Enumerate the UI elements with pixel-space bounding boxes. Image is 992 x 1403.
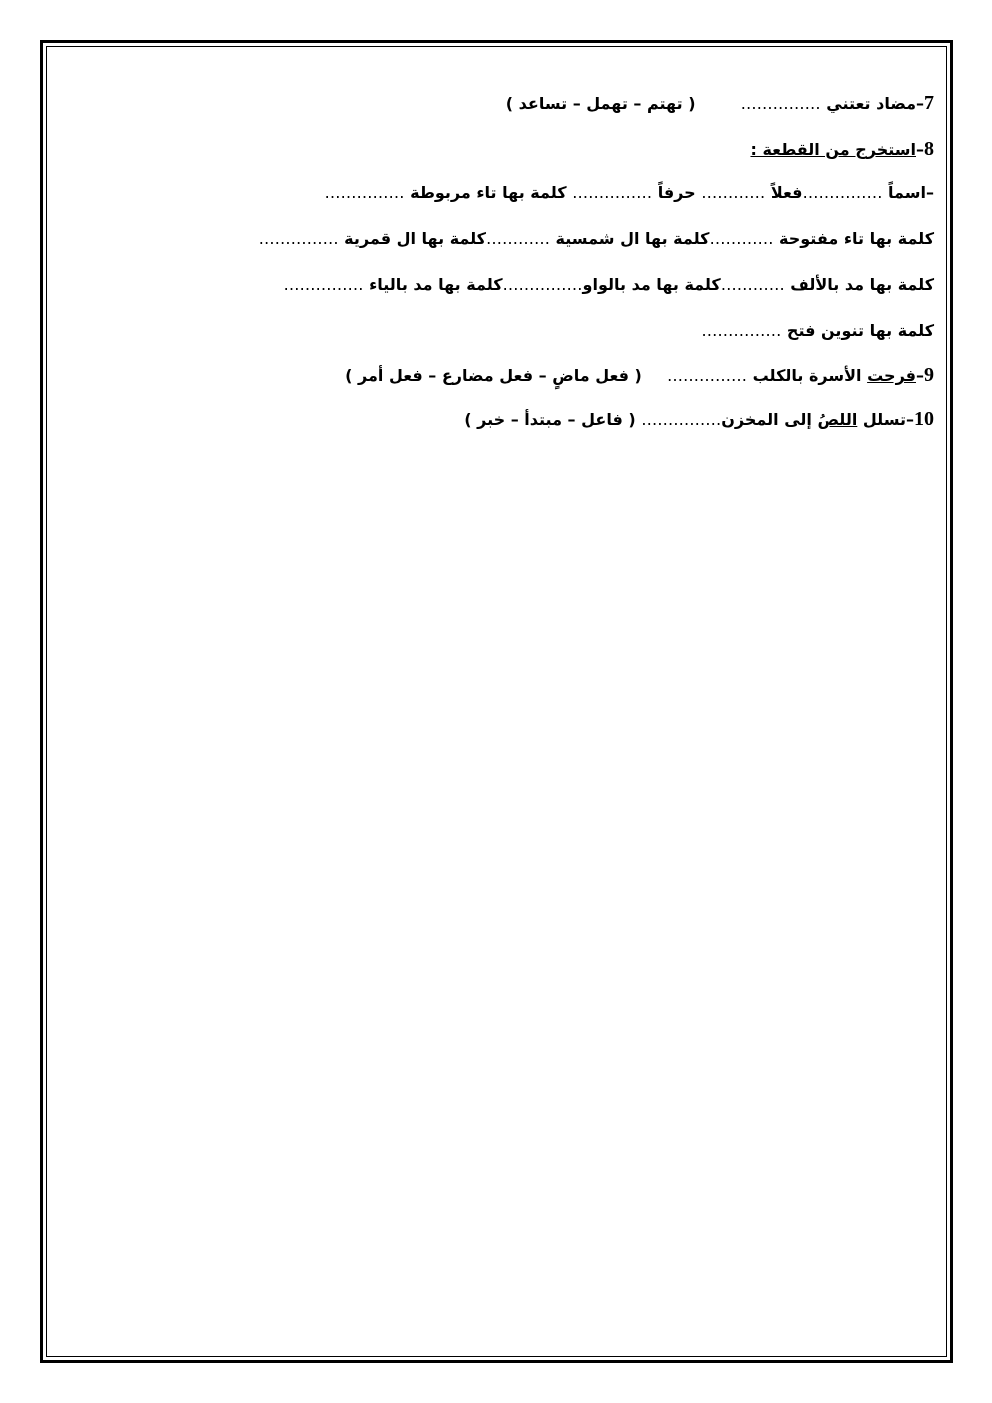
item-label: كلمة بها ال شمسية	[555, 229, 710, 248]
question-10: 10–تسلل اللصُ إلى المخزن…………… ( فاعل – مبتدأ – خبر )	[464, 408, 934, 430]
answer-blank: ……………	[324, 183, 405, 202]
question-text: إلى المخزن	[721, 410, 812, 429]
answer-blank: …………	[720, 275, 785, 294]
answer-blank: ……………	[283, 275, 364, 294]
item-label: كلمة بها تنوين فتح	[786, 321, 934, 340]
question-text: استخرج من القطعة :	[750, 140, 916, 159]
question-number: 9	[924, 364, 934, 386]
answer-blank: …………	[709, 229, 774, 248]
question-8-row-1: –اسماً ……………فعلاً ………… حرفاً …………… كلمة بها تاء مربوطة ……………	[324, 183, 934, 202]
question-number: 7	[924, 92, 934, 114]
item-label: كلمة بها تاء مفتوحة	[779, 229, 934, 248]
question-text: الأسرة بالكلب	[752, 366, 862, 385]
answer-blank: ……………	[802, 183, 883, 202]
item-label: كلمة بها مد بالياء	[369, 275, 503, 294]
underlined-word: اللصُ	[817, 410, 858, 429]
item-label: اسماً	[888, 183, 926, 202]
answer-blank: ……………	[502, 275, 583, 294]
underlined-word: فرحت	[867, 366, 916, 385]
item-label: كلمة بها مد بالواو	[582, 275, 721, 294]
answer-blank: ……………	[641, 410, 722, 429]
question-8-title: 8–استخرج من القطعة :	[750, 138, 934, 160]
answer-blank: ……………	[701, 321, 782, 340]
question-8-row-2	[259, 228, 934, 250]
item-label: كلمة بها تاء مربوطة	[410, 183, 567, 202]
question-8-row-4	[701, 320, 934, 342]
answer-blank: ……………	[572, 183, 653, 202]
answer-blank: ……………	[667, 366, 748, 385]
item-label: كلمة بها مد بالألف	[790, 275, 934, 294]
answer-blank: ……………	[740, 94, 821, 113]
question-text: مضاد تعتني	[826, 94, 916, 113]
answer-choices: ( تهتم – تهمل – تساعد )	[505, 94, 696, 113]
item-label: كلمة بها ال قمرية	[344, 229, 486, 248]
answer-blank: …………	[485, 229, 550, 248]
question-8-row-3	[284, 274, 935, 296]
answer-choices: ( فعل ماضٍ – فعل مضارع – فعل أمر )	[345, 366, 642, 385]
question-number: 8	[924, 138, 934, 160]
item-label: حرفاً	[657, 183, 696, 202]
question-7: 7–مضاد تعتني …………… ( تهتم – تهمل – تساعد )	[505, 92, 934, 114]
question-9: 9–فرحت الأسرة بالكلب …………… ( فعل ماضٍ – فعل مضارع – فعل أمر )	[345, 364, 934, 386]
question-number: 10	[914, 408, 934, 430]
answer-choices: ( فاعل – مبتدأ – خبر )	[464, 410, 636, 429]
answer-blank: …………	[701, 183, 766, 202]
answer-blank: ……………	[258, 229, 339, 248]
question-text: تسلل	[862, 410, 906, 429]
item-label: فعلاً	[770, 183, 803, 202]
